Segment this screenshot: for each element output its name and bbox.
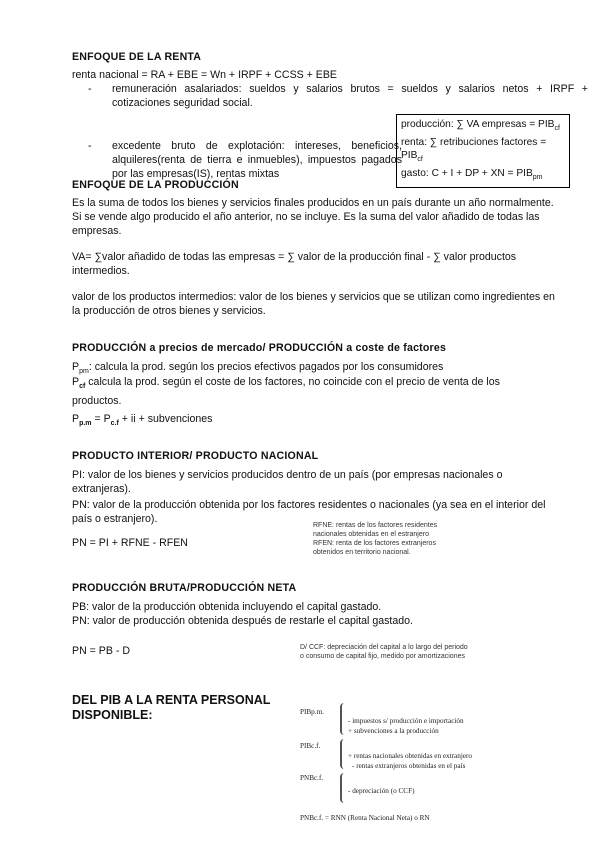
diagram-step-2a: + rentas nacionales obtenidas en extranjero: [348, 752, 472, 760]
produccion-paragraph-1: Es la suma de todos los bienes y servicios finales producidos en un país durante un año normalmente. Si se vende algo producido el año anterior, no se incluye. Es la suma del valor añadido de todas las empresas.: [72, 197, 554, 237]
section-title-bruta: PRODUCCIÓN BRUTA/PRODUCCIÓN NETA: [72, 582, 297, 594]
diagram-step-2b: - rentas extranjeros obtenidas en el país: [352, 762, 466, 770]
diagram-brace: [340, 773, 348, 803]
pb-definition: PB: valor de la producción obtenida incluyendo el capital gastado.: [72, 601, 382, 613]
renta-formula: renta nacional = RA + EBE = Wn + IRPF + CCSS + EBE: [72, 69, 337, 81]
box-line-income: renta: ∑ retribuciones factores = $PIB_{cf}$: [401, 136, 547, 164]
diagram-pnbcf: PNBc.f.: [300, 774, 324, 782]
renta-item-1: remuneración asalariados: sueldos y salarios brutos = sueldos y salarios netos + IRPF + cotizaciones seguridad social.: [112, 83, 588, 109]
diagram-step-1b: + subvenciones a la producción: [348, 727, 439, 735]
diagram-pibpm: PIBp.m.: [300, 708, 324, 716]
section-title-pib: DEL PIB A LA RENTA PERSONAL DISPONIBLE:: [72, 693, 271, 722]
box-line-production: producción: ∑ VA empresas = $PIB_{cf}$: [401, 119, 560, 133]
pi-definition: PI: valor de los bienes y servicios producidos dentro de un país (por empresas nacionales o extranjeras).: [72, 469, 503, 495]
produccion-paragraph-2: VA= ∑valor añadido de todas las empresas = ∑ valor de la producción final - ∑ valor productos intermedios.: [72, 251, 517, 277]
section-title-mercado: PRODUCCIÓN a precios de mercado/ PRODUCCIÓN a coste de factores: [72, 342, 447, 354]
produccion-paragraph-3: valor de los productos intermedios: valor de los bienes y servicios que se utilizan como ingredientes en la producción de otros bienes y servicios.: [72, 291, 555, 317]
list-item: [88, 82, 588, 110]
dash-bullet: -: [88, 140, 92, 152]
diagram-step-3: - depreciación (o CCF): [348, 787, 415, 795]
section-title-produccion: ENFOQUE DE LA PRODUCCIÓN: [72, 179, 239, 191]
diagram-brace: [340, 703, 348, 735]
diagram-step-1a: - impuestos s/ producción e importación: [348, 717, 464, 725]
pib-diagram: [300, 703, 550, 828]
pcf-definition: $P_{cf}$ calcula la prod. según el coste de los factores, no coincide con el precio de venta de los productos.: [72, 376, 500, 408]
section-title-renta: ENFOQUE DE LA RENTA: [72, 51, 202, 63]
pn-neta-definition: PN: valor de producción obtenida después de restarle el capital gastado.: [72, 615, 413, 627]
diagram-final: PNBc.f. = RNN (Renta Nacional Neta) o RN: [300, 814, 430, 822]
rfne-note: RFNE: rentas de los factores residentes nacionales obtenidas en el estranjero RFEN: renta de los factores extranjeros obtenidos en territorio nacional.: [313, 522, 438, 556]
pib-summary-box: [396, 114, 570, 188]
diagram-brace: [340, 739, 348, 769]
pn-formula: PN = PI + RFNE - RFEN: [72, 537, 188, 549]
box-line-expenditure: gasto: C + I + DP + XN = $PIB_{pm}$: [401, 167, 543, 181]
list-item: [88, 139, 402, 181]
price-equation: $P_{p.m} = P_{c.f}$ + ii + subvenciones: [72, 413, 213, 428]
section-title-interior: PRODUCTO INTERIOR/ PRODUCTO NACIONAL: [72, 450, 319, 462]
dash-bullet: -: [88, 83, 92, 95]
renta-item-2: excedente bruto de explotación: intereses, beneficios, alquileres(renta de tierra e inmuebles), impuestos pagados por las empresas(IS), rentas mixtas: [112, 140, 402, 180]
depreciation-note: D/ CCF: depreciación del capital a lo largo del periodo o consumo de capital fijo, medido por amortizaciones: [300, 644, 468, 660]
ppm-definition: $P_{pm}$: calcula la prod. según los precios efectivos pagados por los consumidores: [72, 361, 444, 376]
diagram-pibcf: PIBc.f.: [300, 742, 321, 750]
pn-pb-formula: PN = PB - D: [72, 645, 130, 657]
pn-definition: PN: valor de la producción obtenida por los factores residentes o nacionales (ya sea en el interior del país o estranjero).: [72, 499, 546, 525]
